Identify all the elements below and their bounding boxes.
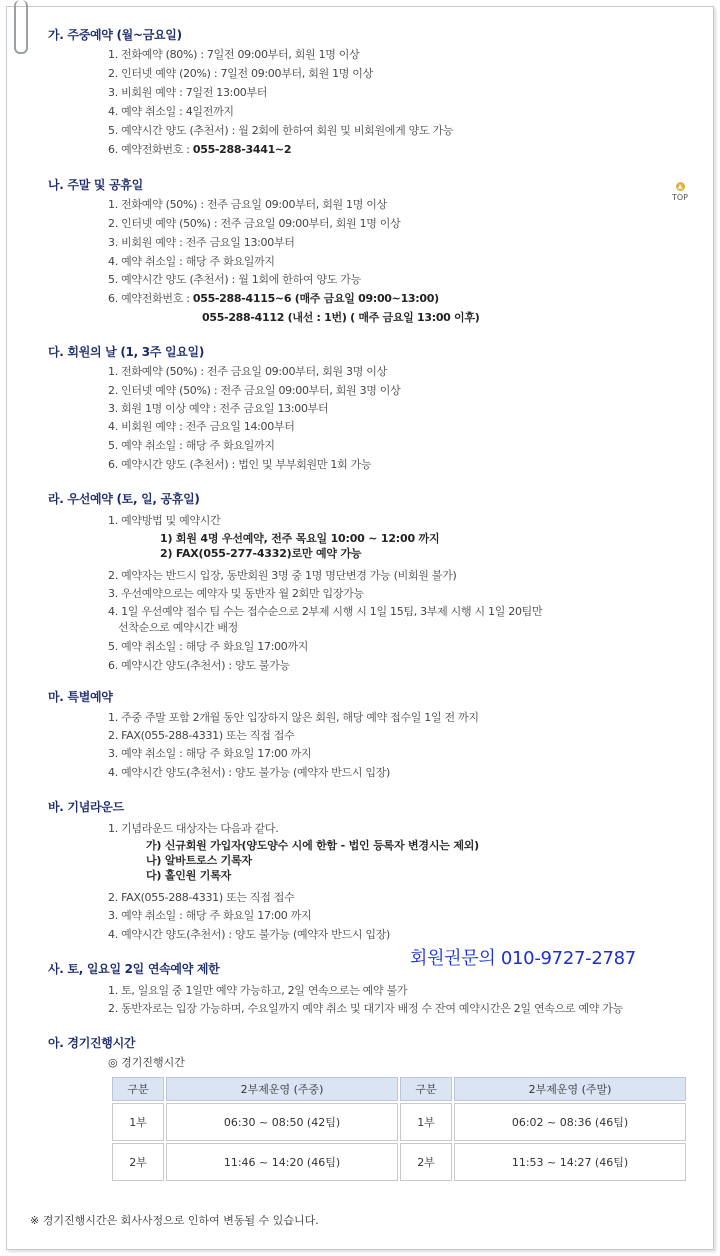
list-item: 2. 인터넷 예약 (50%) : 전주 금요일 09:00부터, 회원 3명 이상	[108, 384, 401, 397]
schedule-table	[110, 1075, 688, 1183]
section-title: 사. 토, 일요일 2일 연속예약 제한	[48, 962, 220, 976]
section-title: 가. 주중예약 (월~금요일)	[48, 28, 182, 42]
phone-number: 055-288-4112 (내선 : 1번) ( 매주 금요일 13:00 이후)	[202, 311, 480, 324]
list-item: 6. 예약시간 양도(추천서) : 양도 불가능	[108, 659, 290, 672]
sub-item: 나) 알바트로스 기록자	[146, 854, 252, 867]
list-item: 2. 예약자는 반드시 입장, 동반회원 3명 중 1명 명단변경 가능 (비회원 불가)	[108, 569, 457, 582]
column-header: 2부제운영 (주중)	[166, 1077, 398, 1101]
top-label: TOP	[671, 193, 688, 202]
list-item: 3. 우선예약으로는 예약자 및 동반자 월 2회만 입장가능	[108, 587, 364, 600]
table-cell: 1부	[400, 1103, 452, 1141]
table-cell: 2부	[112, 1143, 164, 1181]
list-item	[108, 141, 291, 157]
column-header: 2부제운영 (주말)	[454, 1077, 686, 1101]
sub-item: 가) 신규회원 가입자(양도양수 시에 한함 - 법인 등록자 변경시는 제외)	[146, 839, 480, 852]
section-title: 아. 경기진행시간	[48, 1036, 136, 1050]
list-item: 5. 예약 취소일 : 해당 주 화요일까지	[108, 439, 275, 452]
list-item: 5. 예약시간 양도 (추천서) : 월 2회에 한하여 회원 및 비회원에게 양도 가능	[108, 124, 454, 137]
list-item: 4. 예약시간 양도(추천서) : 양도 불가능 (예약자 반드시 입장)	[108, 766, 391, 779]
list-item: 2. 인터넷 예약 (20%) : 7일전 09:00부터, 회원 1명 이상	[108, 67, 373, 80]
table-cell: 1부	[112, 1103, 164, 1141]
list-item: 3. 회원 1명 이상 예약 : 전주 금요일 13:00부터	[108, 402, 329, 415]
table-row	[112, 1143, 686, 1181]
promo-text: 회원권문의 010-9727-2787	[410, 948, 636, 969]
list-item: 2. 동반자로는 입장 가능하며, 수요일까지 예약 취소 및 대기자 배정 수 잔여 예약시간은 2일 연속으로 예약 가능	[108, 1002, 623, 1015]
sub-item: 1) 회원 4명 우선예약, 전주 목요일 10:00 ~ 12:00 까지	[160, 532, 440, 545]
section-title: 바. 기념라운드	[48, 800, 124, 814]
column-header: 구분	[112, 1077, 164, 1101]
table-cell: 06:30 ~ 08:50 (42팀)	[166, 1103, 398, 1141]
table-cell: 2부	[400, 1143, 452, 1181]
phone-number: 055-288-4115~6 (매주 금요일 09:00~13:00)	[192, 292, 439, 305]
paperclip-icon	[14, 0, 28, 54]
section-title: 나. 주말 및 공휴일	[48, 178, 143, 192]
list-item	[108, 290, 439, 306]
sub-item: 다) 홀인원 기록자	[146, 869, 232, 882]
list-item: 3. 예약 취소일 : 해당 주 화요일 17:00 까지	[108, 909, 312, 922]
list-item: 6. 예약시간 양도 (추천서) : 법인 및 부부회원만 1회 가능	[108, 458, 372, 471]
list-item: 3. 비회원 예약 : 전주 금요일 13:00부터	[108, 236, 295, 249]
table-title: ◎ 경기진행시간	[108, 1056, 185, 1069]
top-button[interactable]	[668, 182, 692, 202]
list-item: 4. 비회원 예약 : 전주 금요일 14:00부터	[108, 420, 295, 433]
list-item: 4. 예약 취소일 : 4일전까지	[108, 105, 234, 118]
section-title: 마. 특별예약	[48, 690, 113, 704]
table-header-row	[112, 1077, 686, 1101]
sub-item: 2) FAX(055-277-4332)로만 예약 가능	[160, 547, 362, 560]
section-title: 다. 회원의 날 (1, 3주 일요일)	[48, 345, 205, 359]
list-item: 1. 전화예약 (50%) : 전주 금요일 09:00부터, 회원 3명 이상	[108, 365, 387, 378]
column-header: 구분	[400, 1077, 452, 1101]
phone-label: 6. 예약전화번호 :	[108, 143, 193, 156]
list-item: 2. FAX(055-288-4331) 또는 직접 접수	[108, 729, 295, 742]
list-item: 5. 예약 취소일 : 해당 주 화요일 17:00까지	[108, 640, 309, 653]
list-item: 4. 예약시간 양도(추천서) : 양도 불가능 (예약자 반드시 입장)	[108, 928, 391, 941]
footnote: ※ 경기진행시간은 회사사정으로 인하여 변동될 수 있습니다.	[30, 1214, 319, 1227]
table-cell: 06:02 ~ 08:36 (46팀)	[454, 1103, 686, 1141]
table-cell: 11:46 ~ 14:20 (46팀)	[166, 1143, 398, 1181]
list-item: 1. 전화예약 (50%) : 전주 금요일 09:00부터, 회원 1명 이상	[108, 198, 387, 211]
phone-number: 055-288-3441~2	[192, 143, 292, 156]
table-row	[112, 1103, 686, 1141]
phone-label: 6. 예약전화번호 :	[108, 292, 193, 305]
list-item: 2. 인터넷 예약 (50%) : 전주 금요일 09:00부터, 회원 1명 이상	[108, 217, 401, 230]
section-title: 라. 우선예약 (토, 일, 공휴일)	[48, 492, 200, 506]
list-item: 1. 예약방법 및 예약시간	[108, 514, 221, 527]
list-item: 4. 1일 우선예약 접수 팀 수는 접수순으로 2부제 시행 시 1일 15팀, 3부제 시행 시 1일 20팀만	[108, 605, 543, 618]
list-item: 1. 전화예약 (80%) : 7일전 09:00부터, 회원 1명 이상	[108, 48, 360, 61]
list-item: 4. 예약 취소일 : 해당 주 화요일까지	[108, 255, 275, 268]
list-item: 선착순으로 예약시간 배정	[118, 621, 238, 634]
table-cell: 11:53 ~ 14:27 (46팀)	[454, 1143, 686, 1181]
list-item: 1. 토, 일요일 중 1일만 예약 가능하고, 2일 연속으로는 예약 불가	[108, 984, 408, 997]
list-item: 5. 예약시간 양도 (추천서) : 월 1회에 한하여 양도 가능	[108, 273, 361, 286]
list-item: 1. 주중 주말 포함 2개월 동안 입장하지 않은 회원, 해당 예약 접수일 1일 전 까지	[108, 711, 479, 724]
arrow-up-icon: ▲	[676, 182, 685, 191]
list-item: 3. 비회원 예약 : 7일전 13:00부터	[108, 86, 268, 99]
list-item: 1. 기념라운드 대상자는 다음과 같다.	[108, 822, 279, 835]
list-item: 2. FAX(055-288-4331) 또는 직접 접수	[108, 891, 295, 904]
list-item: 3. 예약 취소일 : 해당 주 화요일 17:00 까지	[108, 747, 312, 760]
